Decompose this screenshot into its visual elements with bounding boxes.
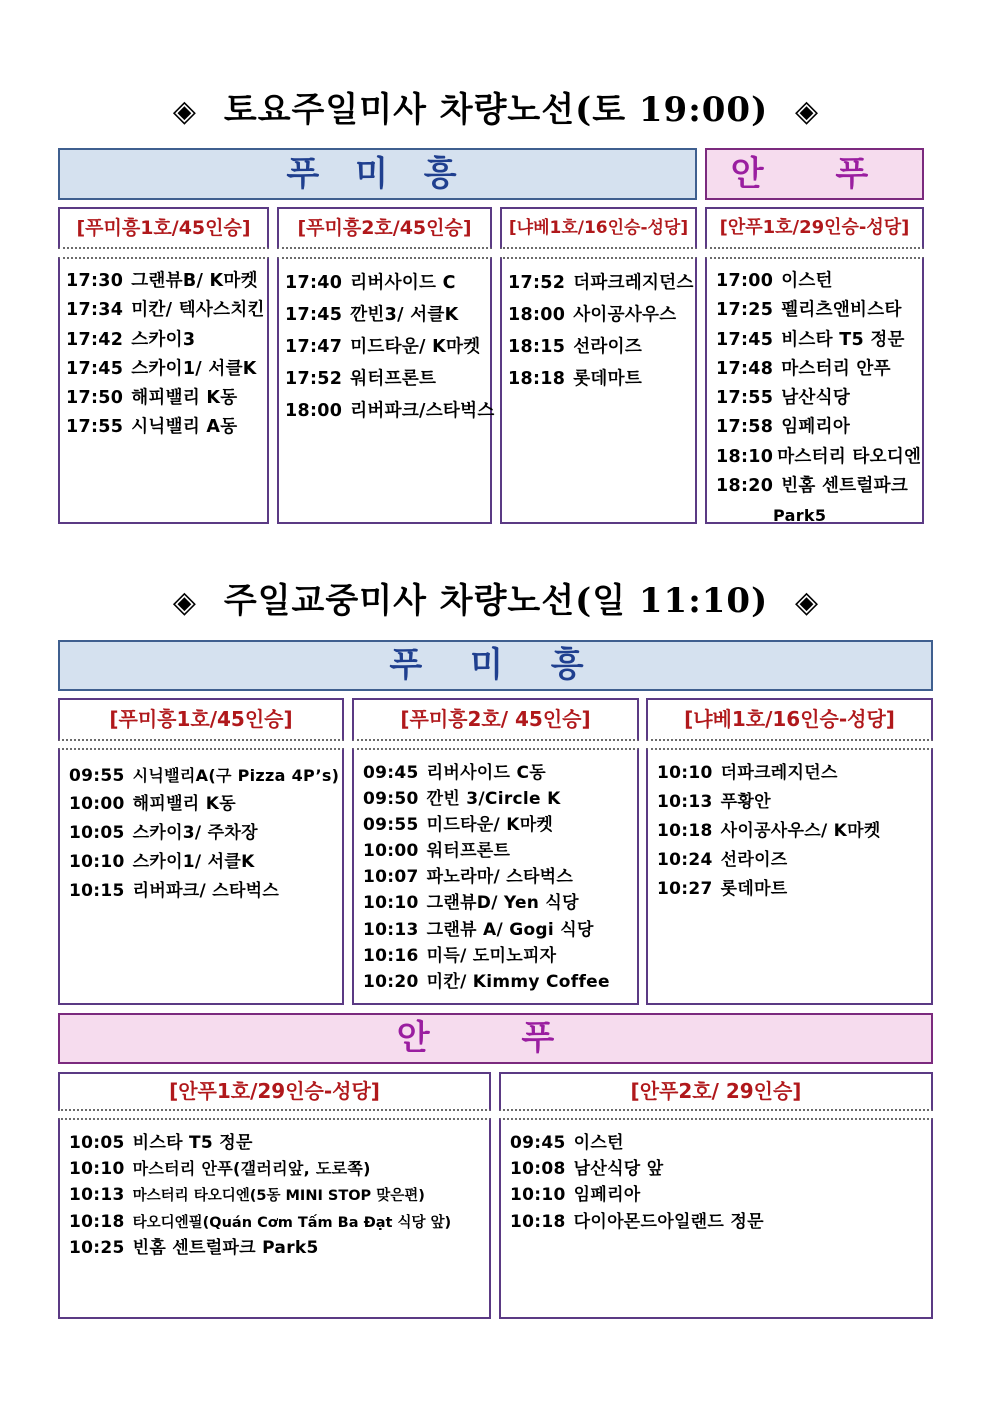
stop-place: 사이공사우스/ K마켓 [720,821,881,841]
stop-time: 17:42 [66,329,124,350]
stop-time: 17:55 [66,417,124,438]
list-item [69,1209,483,1235]
saturday-region-phu-my-hung: 푸 미 흥 [58,148,697,200]
stop-time: 09:45 [363,763,419,783]
list-item [66,296,265,325]
sunday-route-header: [푸미흥2호/ 45인승] [352,698,639,741]
saturday-route-header: [푸미흥1호/45인승] [58,207,269,249]
sunday-route-stops [58,748,344,1005]
list-item [508,299,689,331]
stop-place: 미칸/ 텍사스치킨 [131,300,265,321]
stop-place: 그랜뷰 A/ Gogi 식당 [426,919,594,940]
sunday-route-header: [안푸1호/29인승-성당] [58,1072,491,1111]
stop-time: 10:18 [510,1211,566,1232]
stop-place: 마스터리 타오디엔(5동 MINI STOP 맞은편) [132,1188,425,1205]
list-item [657,817,925,846]
stop-time: 10:07 [363,867,419,888]
sunday-region-an-phu: 안 푸 [58,1013,933,1064]
stop-time: 09:50 [363,789,419,810]
stop-place: 미득/ 도미노피자 [426,945,557,966]
saturday-title-text: 토요주일미사 차량노선(토 19:00) [223,90,769,130]
stop-place: 이스턴 [573,1133,624,1153]
stop-place: 비스타 T5 정문 [781,329,905,350]
list-item [69,819,336,848]
stop-place: 롯데마트 [573,369,643,389]
stop-time: 10:08 [510,1159,566,1180]
stop-place: 타오디엔필(Quán Cơm Tấm Ba Đạt 식당 앞) [132,1214,452,1231]
stop-time: 10:18 [69,1211,125,1232]
stop-time: 18:15 [508,337,566,357]
stop-time: 17:00 [716,271,774,291]
list-item [508,363,689,395]
sunday-route-header: [냐베1호/16인승-성당] [646,698,933,741]
list-item [69,848,336,877]
sunday-title-text: 주일교중미사 차량노선(일 11:10) [223,581,769,621]
list-item [363,812,631,838]
stop-place: 펠리츠앤비스타 [781,300,902,321]
stop-time: 10:20 [363,971,419,992]
stop-time: 17:55 [716,388,774,409]
list-item [285,395,495,427]
stop-time: 09:55 [363,815,419,836]
stop-place: 선라이즈 [720,850,788,870]
list-item [508,267,694,299]
saturday-region-an-phu: 안 푸 [705,148,924,200]
stop-time: 17:45 [66,358,124,379]
list-item [363,864,631,890]
saturday-route-stops [277,257,495,524]
stop-time: 10:10 [363,893,419,914]
stop-place: 그랜뷰B/ K마켓 [131,271,258,291]
list-item [69,877,336,906]
sunday-route-header: [푸미흥1호/45인승] [58,698,344,741]
saturday-route-header: [안푸1호/29인승-성당] [705,207,924,249]
list-item [285,331,484,363]
stop-time: 17:34 [66,300,124,321]
stop-time: 17:45 [285,305,343,325]
stop-time: 10:05 [69,1133,125,1153]
stop-place: 스카이1/ 서클K [131,358,257,379]
stop-time: 17:25 [716,300,774,321]
sunday-route-stops [499,1118,933,1319]
stop-place: 리버사이드 C동 [426,763,546,783]
stop-time: 17:50 [66,388,124,409]
saturday-route-header: [푸미흥2호/45인승] [277,207,492,249]
stop-place: 워터프론트 [350,369,437,389]
list-item [66,384,261,413]
list-item [69,1182,483,1208]
saturday-route-stops [705,257,924,524]
list-item [716,472,916,501]
saturday-route-header: [냐베1호/16인승-성당] [500,207,697,249]
stop-time: 10:16 [363,945,419,966]
stop-time: 17:52 [508,273,566,293]
list-item [363,917,631,943]
stop-time: 17:52 [285,369,343,389]
stop-place: 이스턴 [781,271,833,291]
stop-place: 깐빈 3/Circle K [426,789,561,810]
stop-time: 10:27 [657,879,713,899]
stop-time: 17:30 [66,271,124,291]
stop-place: 마스터리 안푸(갤러리앞, 도로쪽) [132,1159,371,1179]
list-item [716,443,922,472]
diamond-icon: ◈ [172,585,197,620]
list-item [716,384,916,413]
sunday-route-stops [352,748,639,1005]
list-item [285,363,484,395]
stop-place: 임페리아 [573,1185,641,1206]
list-item [69,1156,483,1182]
diamond-icon: ◈ [795,585,820,620]
list-item [716,355,916,384]
stop-time: 17:48 [716,358,774,379]
list-item [510,1156,925,1182]
list-item [66,267,261,296]
stop-place: 리버파크/스타벅스 [350,401,495,421]
list-item [363,838,631,864]
stop-place: 남산식당 [781,388,851,409]
stop-time: 10:10 [69,852,125,872]
stop-place-continuation: Park5 [773,506,827,526]
stop-time: 09:45 [510,1133,566,1153]
stop-time: 17:58 [716,417,774,438]
diamond-icon: ◈ [795,94,820,129]
stop-time: 10:13 [363,919,419,940]
stop-place: 그랜뷰D/ Yen 식당 [426,893,579,914]
stop-place: 파노라마/ 스타벅스 [426,867,574,888]
stop-time: 10:10 [510,1185,566,1206]
stop-place: 선라이즈 [573,337,643,357]
stop-time: 17:47 [285,337,343,357]
sunday-route-stops [58,1118,491,1319]
saturday-title [0,86,992,134]
list-item [657,788,925,817]
stop-place: 시닉밸리 A동 [131,417,238,438]
stop-time: 09:55 [69,766,125,786]
list-item [285,267,484,299]
stop-place: 미칸/ Kimmy Coffee [426,971,610,992]
stop-place: 사이공사우스 [573,305,677,325]
list-item [69,761,340,790]
stop-place: 스카이3/ 주차장 [132,823,258,843]
sunday-route-stops [646,748,933,1005]
list-item [510,1182,925,1208]
list-item [363,760,631,786]
stop-time: 18:18 [508,369,566,389]
stop-place: 임페리아 [781,417,851,438]
saturday-route-stops [58,257,269,524]
stop-place: 리버사이드 C [350,273,456,293]
list-item [716,296,916,325]
list-item [363,969,631,995]
stop-time: 10:13 [69,1185,125,1206]
stop-time: 18:00 [508,305,566,325]
stop-time: 10:18 [657,821,713,841]
stop-place: 미드타운/ K마켓 [426,815,554,836]
stop-place: 다이아몬드아일랜드 정문 [573,1211,764,1232]
stop-time: 18:10 [716,446,774,467]
stop-place: 마스터리 안푸 [781,358,891,379]
list-item [716,267,916,296]
list-item [66,326,261,355]
stop-time: 10:13 [657,792,713,812]
stop-place: 해피밸리 K동 [132,794,236,814]
sunday-title [0,577,992,625]
sunday-route-header: [안푸2호/ 29인승] [499,1072,933,1111]
list-item [363,890,631,916]
stop-time: 10:24 [657,850,713,870]
stop-place: 마스터리 타오디엔 [777,446,922,467]
stop-time: 17:40 [285,273,343,293]
stop-place: 워터프론트 [426,841,511,862]
stop-place: 빈홈 센트럴파크 Park5 [132,1237,319,1258]
stop-time: 10:10 [657,763,713,783]
stop-place: 롯데마트 [720,879,788,899]
stop-place: 리버파크/ 스타벅스 [132,881,280,901]
list-item [285,299,484,331]
stop-place: 미드타운/ K마켓 [350,337,481,357]
stop-time: 10:00 [69,794,125,814]
stop-place: 더파크레지던스 [720,763,838,783]
stop-time: 18:00 [285,401,343,421]
stop-time: 10:25 [69,1237,125,1258]
stop-place: 시닉밸리A(구 Pizza 4P’s) [132,766,340,785]
stop-place: 더파크레지던스 [573,273,694,293]
list-item [510,1209,925,1235]
list-item [510,1130,925,1156]
stop-time: 10:10 [69,1159,125,1180]
list-item [657,846,925,875]
list-item [657,759,925,788]
stop-place: 스카이3 [131,329,196,350]
stop-time: 10:00 [363,841,419,862]
list-item [363,786,631,812]
stop-place: 푸황안 [720,792,771,812]
list-item [69,1235,483,1261]
stop-time: 17:45 [716,329,774,350]
stop-time: 18:20 [716,476,774,497]
stop-place: 남산식당 앞 [573,1159,664,1180]
stop-time: 10:05 [69,823,125,843]
stop-place: 비스타 T5 정문 [132,1133,253,1153]
saturday-route-stops [500,257,697,524]
list-item [363,943,631,969]
stop-place: 스카이1/ 서클K [132,852,255,872]
stop-place: 깐빈3/ 서클K [350,305,459,325]
list-item [657,875,925,904]
stop-place: 빈홈 센트럴파크 [781,476,909,497]
list-item [69,1130,483,1156]
list-item [716,326,916,355]
diamond-icon: ◈ [172,94,197,129]
list-item [66,355,261,384]
list-item [66,413,261,442]
list-item [716,413,916,442]
stop-place: 해피밸리 K동 [131,388,238,409]
list-item [508,331,689,363]
list-item [69,790,336,819]
sunday-region-phu-my-hung: 푸 미 흥 [58,640,933,691]
stop-time: 10:15 [69,881,125,901]
